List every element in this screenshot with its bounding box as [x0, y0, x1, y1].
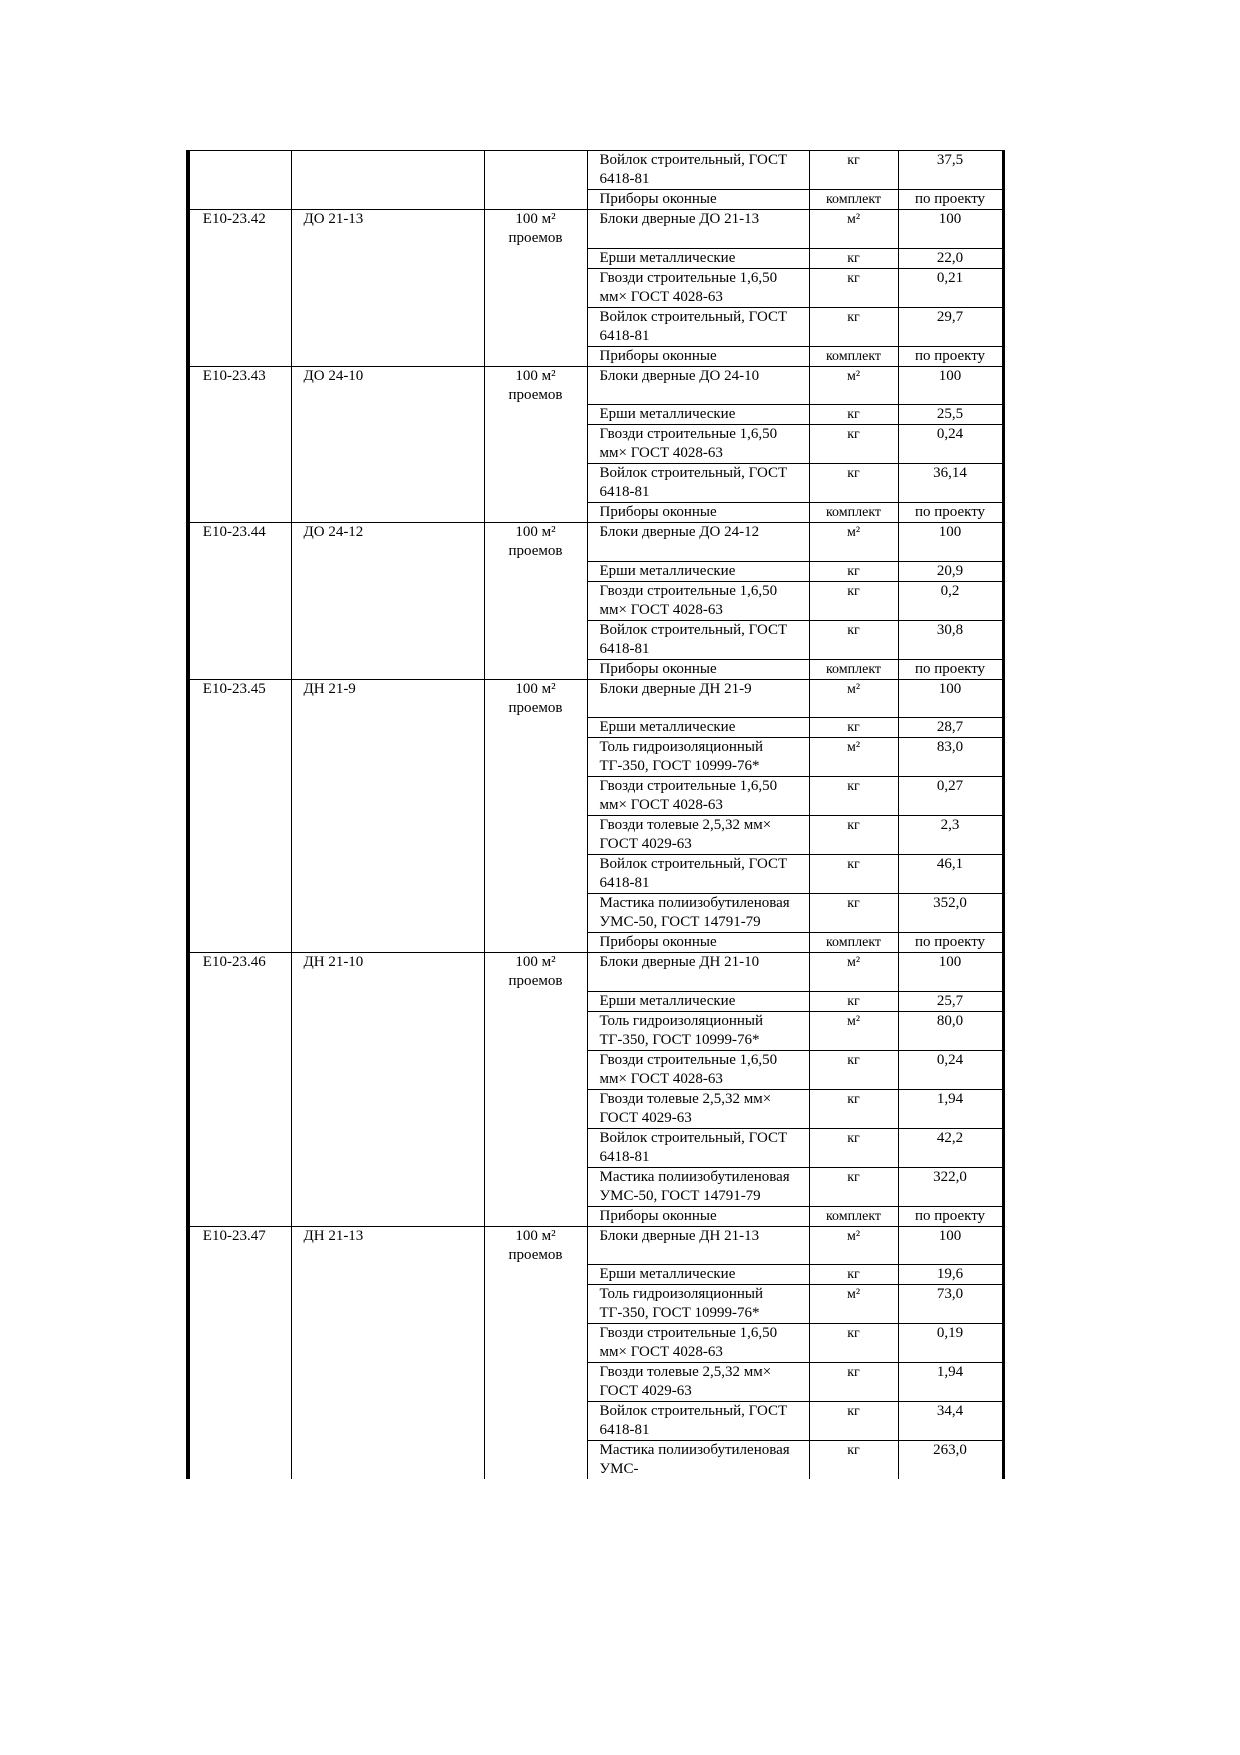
material-unit: м²: [809, 210, 898, 249]
material-quantity: 322,0: [898, 1167, 1003, 1206]
norm-code: [188, 620, 291, 659]
material-name: Толь гидроизоляционный ТГ-350, ГОСТ 10999-76*: [587, 1285, 809, 1324]
item-name: ДН 21-13: [291, 1226, 484, 1265]
item-name: [291, 933, 484, 953]
material-quantity: 0,24: [898, 425, 1003, 464]
table-row: [188, 659, 1003, 679]
material-name: Приборы оконные: [587, 346, 809, 366]
norm-code: [188, 1011, 291, 1050]
table-row: [188, 190, 1003, 210]
measure-unit: 100 м² проемов: [484, 523, 587, 562]
material-name: Гвозди толевые 2,5,32 мм× ГОСТ 4029-63: [587, 816, 809, 855]
table-row: [188, 151, 1003, 190]
table-row: [188, 346, 1003, 366]
material-quantity: 42,2: [898, 1128, 1003, 1167]
item-name: [291, 620, 484, 659]
measure-unit: [484, 1089, 587, 1128]
measure-unit: [484, 248, 587, 268]
material-name: Толь гидроизоляционный ТГ-350, ГОСТ 10999-76*: [587, 738, 809, 777]
item-name: [291, 248, 484, 268]
material-name: Гвозди строительные 1,6,50 мм× ГОСТ 4028-63: [587, 581, 809, 620]
material-quantity: по проекту: [898, 1206, 1003, 1226]
table-row: [188, 307, 1003, 346]
material-unit: кг: [809, 268, 898, 307]
material-quantity: 46,1: [898, 855, 1003, 894]
item-name: [291, 718, 484, 738]
material-name: Войлок строительный, ГОСТ 6418-81: [587, 620, 809, 659]
norm-code: [188, 151, 291, 190]
norm-code: [188, 405, 291, 425]
measure-unit: [484, 991, 587, 1011]
material-name: Ерши металлические: [587, 991, 809, 1011]
measure-unit: [484, 503, 587, 523]
material-quantity: 80,0: [898, 1011, 1003, 1050]
table-row: [188, 561, 1003, 581]
measure-unit: [484, 718, 587, 738]
material-unit: кг: [809, 1128, 898, 1167]
material-name: Мастика полиизобутиленовая УМС-50, ГОСТ 14791-79: [587, 1167, 809, 1206]
norm-code: [188, 659, 291, 679]
material-name: Ерши металлические: [587, 248, 809, 268]
norm-code: [188, 1089, 291, 1128]
table-row: [188, 581, 1003, 620]
material-name: Гвозди строительные 1,6,50 мм× ГОСТ 4028-63: [587, 777, 809, 816]
material-unit: комплект: [809, 503, 898, 523]
table-row: [188, 268, 1003, 307]
table-row: [188, 1402, 1003, 1441]
table-row: [188, 1128, 1003, 1167]
material-name: Ерши металлические: [587, 1265, 809, 1285]
table-row: [188, 738, 1003, 777]
table-row: [188, 464, 1003, 503]
material-quantity: 100: [898, 1226, 1003, 1265]
measure-unit: [484, 738, 587, 777]
item-name: [291, 1128, 484, 1167]
material-quantity: 20,9: [898, 561, 1003, 581]
item-name: [291, 777, 484, 816]
material-quantity: 37,5: [898, 151, 1003, 190]
material-unit: м²: [809, 1285, 898, 1324]
table-row: [188, 933, 1003, 953]
material-quantity: 83,0: [898, 738, 1003, 777]
table-row: [188, 679, 1003, 718]
material-quantity: 0,24: [898, 1050, 1003, 1089]
material-unit: кг: [809, 248, 898, 268]
item-name: [291, 1206, 484, 1226]
norm-code: [188, 1363, 291, 1402]
norm-code: Е10-23.47: [188, 1226, 291, 1265]
measure-unit: [484, 1285, 587, 1324]
item-name: [291, 581, 484, 620]
material-unit: кг: [809, 405, 898, 425]
norm-code: [188, 268, 291, 307]
material-unit: кг: [809, 718, 898, 738]
material-name: Войлок строительный, ГОСТ 6418-81: [587, 1128, 809, 1167]
norm-code: [188, 1050, 291, 1089]
table-row: [188, 855, 1003, 894]
measure-unit: [484, 307, 587, 346]
item-name: [291, 307, 484, 346]
material-quantity: по проекту: [898, 190, 1003, 210]
item-name: [291, 1402, 484, 1441]
table-row: [188, 1265, 1003, 1285]
norm-code: [188, 991, 291, 1011]
measure-unit: [484, 464, 587, 503]
norm-code: [188, 1265, 291, 1285]
measure-unit: [484, 561, 587, 581]
material-unit: комплект: [809, 1206, 898, 1226]
item-name: [291, 855, 484, 894]
material-name: Блоки дверные ДН 21-10: [587, 953, 809, 992]
table-row: [188, 1285, 1003, 1324]
material-name: Войлок строительный, ГОСТ 6418-81: [587, 464, 809, 503]
material-unit: комплект: [809, 346, 898, 366]
measure-unit: [484, 190, 587, 210]
measure-unit: [484, 1324, 587, 1363]
material-unit: кг: [809, 1441, 898, 1480]
norm-code: [188, 1206, 291, 1226]
table-row: [188, 425, 1003, 464]
material-name: Войлок строительный, ГОСТ 6418-81: [587, 151, 809, 190]
table-row: [188, 248, 1003, 268]
table-row: [188, 953, 1003, 992]
material-quantity: по проекту: [898, 933, 1003, 953]
table-row: [188, 620, 1003, 659]
item-name: [291, 346, 484, 366]
table-row: [188, 1011, 1003, 1050]
norm-code: [188, 738, 291, 777]
item-name: ДО 24-10: [291, 366, 484, 405]
material-name: Войлок строительный, ГОСТ 6418-81: [587, 855, 809, 894]
material-unit: кг: [809, 1050, 898, 1089]
material-name: Войлок строительный, ГОСТ 6418-81: [587, 1402, 809, 1441]
norm-code: [188, 1441, 291, 1480]
material-unit: м²: [809, 679, 898, 718]
material-name: Приборы оконные: [587, 190, 809, 210]
table-row: [188, 405, 1003, 425]
item-name: ДО 21-13: [291, 210, 484, 249]
material-unit: м²: [809, 738, 898, 777]
norm-code: [188, 894, 291, 933]
measure-unit: [484, 425, 587, 464]
material-quantity: 28,7: [898, 718, 1003, 738]
material-name: Толь гидроизоляционный ТГ-350, ГОСТ 10999-76*: [587, 1011, 809, 1050]
material-name: Мастика полиизобутиленовая УМС-: [587, 1441, 809, 1480]
measure-unit: [484, 1265, 587, 1285]
measure-unit: [484, 855, 587, 894]
table-row: [188, 1089, 1003, 1128]
measure-unit: [484, 1206, 587, 1226]
table-row: [188, 210, 1003, 249]
material-name: Приборы оконные: [587, 1206, 809, 1226]
norm-code: [188, 1128, 291, 1167]
norm-code: Е10-23.42: [188, 210, 291, 249]
material-unit: кг: [809, 1402, 898, 1441]
measure-unit: 100 м² проемов: [484, 366, 587, 405]
material-name: Войлок строительный, ГОСТ 6418-81: [587, 307, 809, 346]
material-unit: м²: [809, 1226, 898, 1265]
material-quantity: 100: [898, 953, 1003, 992]
measure-unit: 100 м² проемов: [484, 1226, 587, 1265]
material-name: Ерши металлические: [587, 718, 809, 738]
norm-code: [188, 190, 291, 210]
measure-unit: 100 м² проемов: [484, 953, 587, 992]
table-row: [188, 503, 1003, 523]
material-unit: комплект: [809, 659, 898, 679]
norm-code: [188, 346, 291, 366]
measure-unit: [484, 659, 587, 679]
material-unit: м²: [809, 523, 898, 562]
item-name: [291, 464, 484, 503]
item-name: [291, 1285, 484, 1324]
material-unit: кг: [809, 855, 898, 894]
norm-code: [188, 464, 291, 503]
material-name: Гвозди толевые 2,5,32 мм× ГОСТ 4029-63: [587, 1089, 809, 1128]
material-name: Блоки дверные ДН 21-13: [587, 1226, 809, 1265]
measure-unit: [484, 1441, 587, 1480]
material-unit: комплект: [809, 190, 898, 210]
item-name: [291, 1011, 484, 1050]
material-name: Гвозди строительные 1,6,50 мм× ГОСТ 4028-63: [587, 268, 809, 307]
norm-code: Е10-23.43: [188, 366, 291, 405]
material-name: Гвозди строительные 1,6,50 мм× ГОСТ 4028-63: [587, 425, 809, 464]
norm-code: [188, 248, 291, 268]
item-name: [291, 151, 484, 190]
material-quantity: 0,19: [898, 1324, 1003, 1363]
material-quantity: по проекту: [898, 346, 1003, 366]
measure-unit: [484, 268, 587, 307]
item-name: ДН 21-10: [291, 953, 484, 992]
item-name: [291, 659, 484, 679]
item-name: [291, 1265, 484, 1285]
material-unit: кг: [809, 1363, 898, 1402]
measure-unit: [484, 151, 587, 190]
norm-code: [188, 503, 291, 523]
norm-code: [188, 1402, 291, 1441]
norm-code: Е10-23.44: [188, 523, 291, 562]
item-name: [291, 816, 484, 855]
material-quantity: 73,0: [898, 1285, 1003, 1324]
material-unit: кг: [809, 151, 898, 190]
material-unit: м²: [809, 366, 898, 405]
material-name: Гвозди строительные 1,6,50 мм× ГОСТ 4028-63: [587, 1324, 809, 1363]
norm-code: Е10-23.46: [188, 953, 291, 992]
measure-unit: [484, 933, 587, 953]
material-quantity: 0,27: [898, 777, 1003, 816]
measure-unit: [484, 894, 587, 933]
material-name: Гвозди строительные 1,6,50 мм× ГОСТ 4028-63: [587, 1050, 809, 1089]
material-quantity: 100: [898, 210, 1003, 249]
material-name: Ерши металлические: [587, 561, 809, 581]
material-name: Ерши металлические: [587, 405, 809, 425]
material-quantity: 19,6: [898, 1265, 1003, 1285]
material-unit: м²: [809, 953, 898, 992]
material-quantity: 100: [898, 679, 1003, 718]
material-unit: кг: [809, 425, 898, 464]
item-name: [291, 1324, 484, 1363]
norm-code: [188, 561, 291, 581]
material-unit: кг: [809, 777, 898, 816]
material-quantity: 36,14: [898, 464, 1003, 503]
item-name: [291, 991, 484, 1011]
measure-unit: [484, 1363, 587, 1402]
material-quantity: 29,7: [898, 307, 1003, 346]
item-name: [291, 561, 484, 581]
measure-unit: [484, 777, 587, 816]
table-row: [188, 777, 1003, 816]
material-name: Приборы оконные: [587, 933, 809, 953]
measure-unit: [484, 1402, 587, 1441]
material-unit: комплект: [809, 933, 898, 953]
table-row: [188, 1324, 1003, 1363]
material-unit: кг: [809, 581, 898, 620]
item-name: ДО 24-12: [291, 523, 484, 562]
material-name: Блоки дверные ДН 21-9: [587, 679, 809, 718]
material-quantity: 30,8: [898, 620, 1003, 659]
material-quantity: 100: [898, 366, 1003, 405]
material-quantity: 1,94: [898, 1363, 1003, 1402]
item-name: [291, 503, 484, 523]
measure-unit: [484, 1128, 587, 1167]
norm-code: [188, 933, 291, 953]
measure-unit: 100 м² проемов: [484, 679, 587, 718]
material-quantity: 0,21: [898, 268, 1003, 307]
table-row: [188, 1206, 1003, 1226]
material-unit: кг: [809, 816, 898, 855]
table-row: [188, 366, 1003, 405]
material-unit: кг: [809, 1089, 898, 1128]
item-name: [291, 268, 484, 307]
material-unit: кг: [809, 464, 898, 503]
material-name: Блоки дверные ДО 21-13: [587, 210, 809, 249]
item-name: [291, 738, 484, 777]
material-quantity: 352,0: [898, 894, 1003, 933]
material-unit: кг: [809, 620, 898, 659]
material-quantity: 2,3: [898, 816, 1003, 855]
table-row: [188, 991, 1003, 1011]
material-unit: кг: [809, 1324, 898, 1363]
norm-code: [188, 855, 291, 894]
material-unit: кг: [809, 1265, 898, 1285]
norm-code: Е10-23.45: [188, 679, 291, 718]
norm-code: [188, 425, 291, 464]
measure-unit: [484, 1050, 587, 1089]
item-name: [291, 1363, 484, 1402]
material-quantity: 1,94: [898, 1089, 1003, 1128]
measure-unit: [484, 816, 587, 855]
material-unit: кг: [809, 1167, 898, 1206]
measure-unit: [484, 620, 587, 659]
item-name: ДН 21-9: [291, 679, 484, 718]
norm-code: [188, 1285, 291, 1324]
material-name: Мастика полиизобутиленовая УМС-50, ГОСТ 14791-79: [587, 894, 809, 933]
table-row: [188, 1167, 1003, 1206]
norm-code: [188, 777, 291, 816]
material-name: Блоки дверные ДО 24-10: [587, 366, 809, 405]
measure-unit: 100 м² проемов: [484, 210, 587, 249]
material-quantity: 263,0: [898, 1441, 1003, 1480]
norm-code: [188, 816, 291, 855]
material-unit: кг: [809, 991, 898, 1011]
item-name: [291, 1050, 484, 1089]
table-row: [188, 1226, 1003, 1265]
material-quantity: 100: [898, 523, 1003, 562]
item-name: [291, 1167, 484, 1206]
material-quantity: по проекту: [898, 659, 1003, 679]
table-row: [188, 718, 1003, 738]
material-quantity: 25,5: [898, 405, 1003, 425]
material-name: Приборы оконные: [587, 503, 809, 523]
material-unit: кг: [809, 894, 898, 933]
table-row: [188, 894, 1003, 933]
table-row: [188, 1363, 1003, 1402]
table-body: [188, 151, 1003, 1480]
material-unit: кг: [809, 561, 898, 581]
measure-unit: [484, 581, 587, 620]
material-quantity: по проекту: [898, 503, 1003, 523]
norm-code: [188, 1324, 291, 1363]
material-unit: м²: [809, 1011, 898, 1050]
material-unit: кг: [809, 307, 898, 346]
norm-code: [188, 307, 291, 346]
material-quantity: 34,4: [898, 1402, 1003, 1441]
material-name: Гвозди толевые 2,5,32 мм× ГОСТ 4029-63: [587, 1363, 809, 1402]
measure-unit: [484, 1167, 587, 1206]
table-row: [188, 816, 1003, 855]
item-name: [291, 425, 484, 464]
measure-unit: [484, 346, 587, 366]
norm-code: [188, 718, 291, 738]
material-quantity: 25,7: [898, 991, 1003, 1011]
item-name: [291, 1441, 484, 1480]
norms-table: [186, 150, 1005, 1479]
material-name: Приборы оконные: [587, 659, 809, 679]
table-row: [188, 1441, 1003, 1480]
norm-code: [188, 581, 291, 620]
table-row: [188, 523, 1003, 562]
item-name: [291, 894, 484, 933]
item-name: [291, 190, 484, 210]
material-quantity: 22,0: [898, 248, 1003, 268]
material-quantity: 0,2: [898, 581, 1003, 620]
measure-unit: [484, 1011, 587, 1050]
item-name: [291, 405, 484, 425]
measure-unit: [484, 405, 587, 425]
material-name: Блоки дверные ДО 24-12: [587, 523, 809, 562]
table-row: [188, 1050, 1003, 1089]
item-name: [291, 1089, 484, 1128]
norm-code: [188, 1167, 291, 1206]
